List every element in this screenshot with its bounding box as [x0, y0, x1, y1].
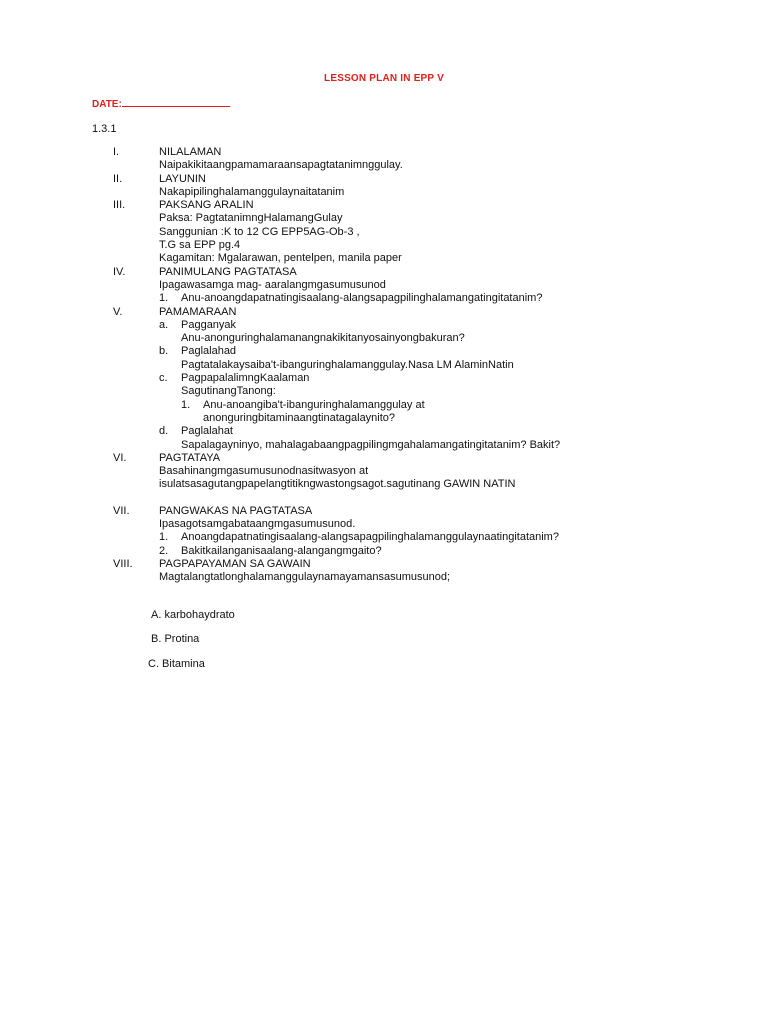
section-heading: LAYUNIN: [159, 172, 206, 185]
section-line: Ipasagotsamgabataangmgasumusunod.: [159, 518, 356, 531]
section-numeral: I.: [113, 146, 120, 158]
section-heading: PAGTATAYA: [159, 451, 221, 464]
spacer: [113, 492, 728, 505]
item-detail: SagutinangTanong:: [181, 385, 276, 398]
list-item: [159, 545, 728, 558]
choice-item: A. karbohaydrato: [151, 609, 235, 621]
date-field: [92, 97, 230, 110]
item-text: Anu-anoangdapatnatingisaalang-alangsapagpilinghalamangatingitatanim?: [181, 292, 543, 305]
item-detail: Anu-anonguringhalamanangnakikitanyosainyongbakuran?: [181, 332, 465, 345]
item-letter: d.: [159, 425, 169, 438]
section-heading: NILALAMAN: [159, 146, 222, 158]
section-pagtataya: [113, 452, 728, 492]
section-line: Paksa: PagtatanimngHalamangGulay: [159, 212, 343, 225]
choice-item: C. Bitamina: [148, 658, 205, 670]
section-line: Naipakikitaangpamamaraansapagtatanimnggulay.: [159, 159, 403, 172]
item-title: Paglalahat: [181, 425, 233, 438]
section-line: Magtalangtatlonghalamanggulaynamayamansasumusunod;: [159, 571, 451, 584]
section-code: 1.3.1: [92, 123, 117, 135]
section-heading: PANGWAKAS NA PAGTATASA: [159, 504, 313, 517]
page-title: LESSON PLAN IN EPP V: [324, 73, 444, 84]
section-numeral: II.: [113, 172, 123, 185]
item-number: 2.: [159, 544, 169, 557]
item-title: Pagganyak: [181, 318, 237, 331]
section-numeral: IV.: [113, 265, 126, 278]
section-line: Sanggunian :K to 12 CG EPP5AG-Ob-3 ,: [159, 225, 360, 238]
section-heading: PAKSANG ARALIN: [159, 199, 254, 212]
section-numeral: VIII.: [113, 557, 133, 570]
section-numeral: V.: [113, 305, 123, 318]
item-letter: b.: [159, 345, 169, 358]
item-number: 1.: [159, 292, 169, 305]
item-title: Paglalahad: [181, 345, 237, 358]
section-pangwakas-na-pagtatasa: [113, 505, 728, 558]
item-text: Anoangdapatnatingisaalang-alangsapagpilinghalamanggulaynaatingitatanim?: [181, 531, 559, 544]
choice-item: B. Protina: [151, 633, 200, 645]
list-item: [159, 372, 728, 425]
section-heading: PAMAMARAAN: [159, 305, 237, 318]
section-line: Nakapipilinghalamanggulaynaitatanim: [159, 185, 345, 198]
section-numeral: VII.: [113, 504, 130, 517]
date-label: DATE:: [92, 99, 122, 110]
lesson-outline: [113, 146, 728, 585]
section-line: T.G sa EPP pg.4: [159, 239, 241, 252]
section-numeral: VI.: [113, 451, 127, 464]
nested-item-line: Anu-anoangiba't-ibanguringhalamanggulay at: [203, 398, 425, 411]
item-text: Bakitkailanganisaalang-alangangmgaito?: [181, 544, 382, 557]
section-paksang-aralin: [113, 199, 728, 265]
section-line: Kagamitan: Mgalarawan, pentelpen, manila paper: [159, 252, 402, 265]
section-heading: PAGPAPAYAMAN SA GAWAIN: [159, 557, 311, 570]
nested-item-line: anonguringbitaminaangtinatagalaynito?: [203, 411, 396, 424]
list-item: [159, 531, 728, 544]
section-layunin: [113, 173, 728, 200]
nested-list-item: [181, 399, 728, 426]
item-letter: c.: [159, 372, 168, 385]
item-detail: Pagtatalakaysaiba't-ibanguringhalamanggulay.Nasa LM AlaminNatin: [181, 358, 514, 371]
list-item: [159, 319, 728, 346]
nested-item-number: 1.: [181, 398, 191, 411]
section-heading: PANIMULANG PAGTATASA: [159, 265, 297, 278]
item-letter: a.: [159, 318, 169, 331]
item-detail: Sapalagayninyo, mahalagabaangpagpilingmgahalamangatingitatanim? Bakit?: [181, 438, 561, 451]
section-nilalaman: [113, 146, 728, 173]
section-numeral: III.: [113, 199, 126, 212]
section-line: Ipagawasamga mag- aaralangmgasumusunod: [159, 278, 386, 291]
section-pagpapayaman-sa-gawain: [113, 558, 728, 585]
list-item: [159, 292, 728, 305]
list-item: [159, 425, 728, 452]
item-title: PagpapalalimngKaalaman: [181, 372, 310, 385]
section-panimulang-pagtatasa: [113, 266, 728, 306]
section-line: Basahinangmgasumusunodnasitwasyon at: [159, 465, 369, 478]
item-number: 1.: [159, 531, 169, 544]
section-pamamaraan: [113, 306, 728, 452]
list-item: [159, 345, 728, 372]
date-blank-line: [122, 97, 230, 107]
section-line: isulatsasagutangpapelangtitikngwastongsagot.sagutinang GAWIN NATIN: [159, 478, 516, 491]
